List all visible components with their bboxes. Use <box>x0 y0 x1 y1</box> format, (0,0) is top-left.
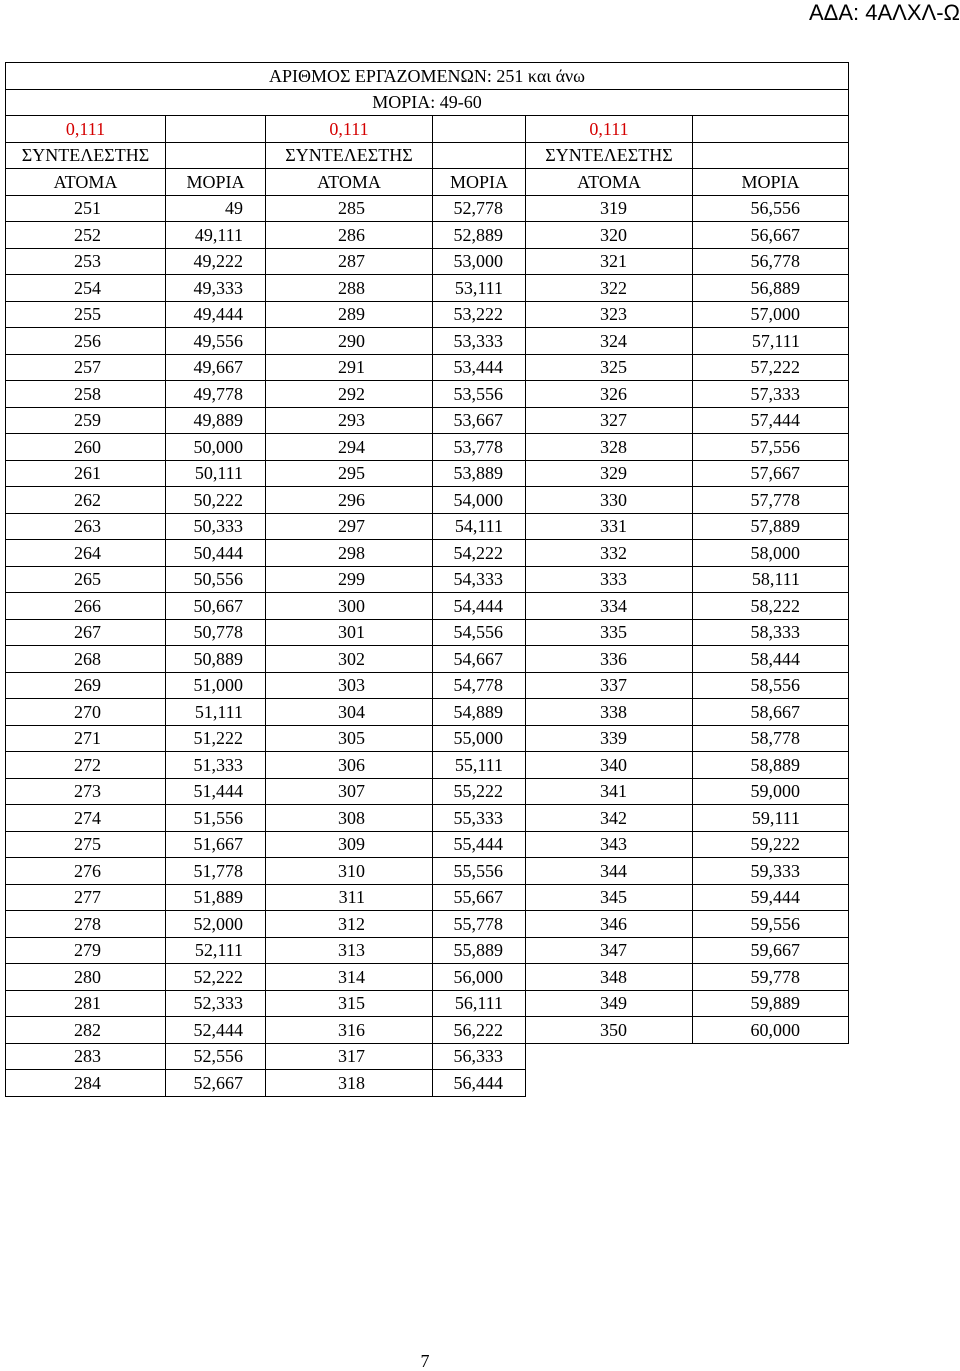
cell-moria-3: 59,222 <box>693 831 849 858</box>
empty-cell <box>166 142 266 169</box>
cell-atoma-3: 334 <box>526 593 693 620</box>
cell-atoma-3: 342 <box>526 805 693 832</box>
cell-atoma-3: 347 <box>526 937 693 964</box>
cell-moria-2: 54,889 <box>433 699 526 726</box>
cell-atoma-1: 254 <box>6 275 166 302</box>
cell-moria-1: 49 <box>166 195 266 222</box>
cell-atoma-2: 305 <box>266 725 433 752</box>
table-row <box>6 195 849 222</box>
empty-cell <box>433 116 526 143</box>
cell-moria-3: 57,111 <box>693 328 849 355</box>
cell-atoma-1: 268 <box>6 646 166 673</box>
cell-moria-1: 51,333 <box>166 752 266 779</box>
cell-moria-2: 54,444 <box>433 593 526 620</box>
cell-atoma-1: 264 <box>6 540 166 567</box>
table-row <box>6 699 849 726</box>
cell-moria-3: 58,000 <box>693 540 849 567</box>
moria-table <box>5 62 849 1097</box>
cell-moria-3: 59,111 <box>693 805 849 832</box>
cell-atoma-1: 283 <box>6 1043 166 1070</box>
coefficient-label-3: ΣΥΝΤΕΛΕΣΤΗΣ <box>526 142 693 169</box>
cell-atoma-2: 313 <box>266 937 433 964</box>
table-row <box>6 381 849 408</box>
cell-moria-1: 50,667 <box>166 593 266 620</box>
cell-atoma-1: 257 <box>6 354 166 381</box>
cell-atoma-2: 297 <box>266 513 433 540</box>
cell-moria-2: 55,222 <box>433 778 526 805</box>
cell-moria-3: 59,333 <box>693 858 849 885</box>
cell-moria-2: 55,556 <box>433 858 526 885</box>
table-row <box>6 646 849 673</box>
table-row <box>6 937 849 964</box>
cell-atoma-3: 338 <box>526 699 693 726</box>
cell-moria-2: 54,556 <box>433 619 526 646</box>
col-header-atoma-3: ΑΤΟΜΑ <box>526 169 693 196</box>
cell-moria-2: 56,222 <box>433 1017 526 1044</box>
cell-atoma-3: 329 <box>526 460 693 487</box>
cell-moria-1: 52,000 <box>166 911 266 938</box>
cell-moria-3: 56,556 <box>693 195 849 222</box>
cell-atoma-1: 251 <box>6 195 166 222</box>
cell-atoma-2: 294 <box>266 434 433 461</box>
cell-atoma-1: 259 <box>6 407 166 434</box>
cell-moria-3: 58,222 <box>693 593 849 620</box>
cell-moria-1: 51,778 <box>166 858 266 885</box>
column-header-row <box>6 169 849 196</box>
table-subtitle: ΜΟΡΙΑ: 49-60 <box>6 89 849 116</box>
ada-header-code: ΑΔΑ: 4ΑΛΧΛ-Ω <box>808 0 960 25</box>
cell-atoma-1: 278 <box>6 911 166 938</box>
cell-atoma-1: 267 <box>6 619 166 646</box>
cell-atoma-3: 331 <box>526 513 693 540</box>
cell-atoma-2: 293 <box>266 407 433 434</box>
cell-moria-2: 56,111 <box>433 990 526 1017</box>
cell-moria-2: 53,111 <box>433 275 526 302</box>
coefficient-value-row <box>6 116 849 143</box>
col-header-atoma-2: ΑΤΟΜΑ <box>266 169 433 196</box>
cell-moria-3: 57,778 <box>693 487 849 514</box>
cell-atoma-2: 287 <box>266 248 433 275</box>
col-header-atoma-1: ΑΤΟΜΑ <box>6 169 166 196</box>
table-title: ΑΡΙΘΜΟΣ ΕΡΓΑΖΟΜΕΝΩΝ: 251 και άνω <box>6 63 849 90</box>
cell-atoma-3: 343 <box>526 831 693 858</box>
cell-moria-1: 49,889 <box>166 407 266 434</box>
cell-atoma-1: 274 <box>6 805 166 832</box>
table-row <box>6 831 849 858</box>
cell-moria-1: 51,222 <box>166 725 266 752</box>
table-row <box>6 884 849 911</box>
table-row <box>6 619 849 646</box>
cell-moria-1: 49,444 <box>166 301 266 328</box>
cell-atoma-3: 323 <box>526 301 693 328</box>
table-subtitle-row <box>6 89 849 116</box>
cell-atoma-3: 339 <box>526 725 693 752</box>
cell-atoma-1: 277 <box>6 884 166 911</box>
cell-moria-2: 55,000 <box>433 725 526 752</box>
cell-atoma-3: 319 <box>526 195 693 222</box>
cell-atoma-3: 336 <box>526 646 693 673</box>
cell-moria-3: 58,444 <box>693 646 849 673</box>
cell-moria-1: 51,111 <box>166 699 266 726</box>
cell-atoma-1: 279 <box>6 937 166 964</box>
cell-moria-3: 58,111 <box>693 566 849 593</box>
cell-moria-3: 58,889 <box>693 752 849 779</box>
table-row <box>6 593 849 620</box>
cell-atoma-2: 315 <box>266 990 433 1017</box>
coefficient-label-1: ΣΥΝΤΕΛΕΣΤΗΣ <box>6 142 166 169</box>
cell-moria-2: 55,333 <box>433 805 526 832</box>
cell-atoma-2: 308 <box>266 805 433 832</box>
table-row <box>6 1043 849 1070</box>
cell-moria-1: 49,111 <box>166 222 266 249</box>
table-title-row <box>6 63 849 90</box>
cell-atoma-2: 317 <box>266 1043 433 1070</box>
table-row <box>6 460 849 487</box>
cell-moria-2: 54,333 <box>433 566 526 593</box>
table-row <box>6 672 849 699</box>
cell-atoma-3: 327 <box>526 407 693 434</box>
cell-moria-2: 52,778 <box>433 195 526 222</box>
cell-atoma-1: 261 <box>6 460 166 487</box>
cell-atoma-3: 326 <box>526 381 693 408</box>
cell-moria-3: 57,667 <box>693 460 849 487</box>
cell-atoma-1: 255 <box>6 301 166 328</box>
cell-moria-3: 59,889 <box>693 990 849 1017</box>
empty-cell <box>526 1043 693 1070</box>
cell-moria-2: 55,778 <box>433 911 526 938</box>
cell-moria-2: 55,111 <box>433 752 526 779</box>
cell-moria-1: 50,889 <box>166 646 266 673</box>
cell-atoma-1: 273 <box>6 778 166 805</box>
cell-moria-1: 51,000 <box>166 672 266 699</box>
cell-moria-1: 50,000 <box>166 434 266 461</box>
cell-moria-3: 57,222 <box>693 354 849 381</box>
cell-atoma-2: 302 <box>266 646 433 673</box>
cell-atoma-3: 321 <box>526 248 693 275</box>
table-row <box>6 540 849 567</box>
cell-moria-2: 53,222 <box>433 301 526 328</box>
cell-moria-2: 53,556 <box>433 381 526 408</box>
cell-moria-1: 49,333 <box>166 275 266 302</box>
col-header-moria-3: ΜΟΡΙΑ <box>693 169 849 196</box>
empty-cell <box>166 116 266 143</box>
cell-moria-3: 57,556 <box>693 434 849 461</box>
table-row <box>6 354 849 381</box>
cell-atoma-2: 298 <box>266 540 433 567</box>
cell-atoma-1: 284 <box>6 1070 166 1097</box>
cell-atoma-2: 316 <box>266 1017 433 1044</box>
table-row <box>6 487 849 514</box>
col-header-moria-1: ΜΟΡΙΑ <box>166 169 266 196</box>
cell-moria-2: 54,667 <box>433 646 526 673</box>
table-row <box>6 725 849 752</box>
cell-atoma-1: 258 <box>6 381 166 408</box>
cell-moria-2: 54,111 <box>433 513 526 540</box>
table-row <box>6 222 849 249</box>
cell-atoma-3: 344 <box>526 858 693 885</box>
cell-atoma-3: 333 <box>526 566 693 593</box>
table-row <box>6 1017 849 1044</box>
cell-atoma-3: 346 <box>526 911 693 938</box>
cell-atoma-3: 320 <box>526 222 693 249</box>
cell-atoma-2: 303 <box>266 672 433 699</box>
cell-atoma-1: 260 <box>6 434 166 461</box>
cell-atoma-1: 275 <box>6 831 166 858</box>
cell-moria-1: 50,222 <box>166 487 266 514</box>
table-row <box>6 778 849 805</box>
cell-moria-2: 56,000 <box>433 964 526 991</box>
cell-atoma-2: 301 <box>266 619 433 646</box>
cell-atoma-1: 281 <box>6 990 166 1017</box>
cell-atoma-2: 299 <box>266 566 433 593</box>
cell-atoma-1: 266 <box>6 593 166 620</box>
cell-atoma-2: 296 <box>266 487 433 514</box>
cell-moria-3: 56,667 <box>693 222 849 249</box>
empty-cell <box>433 142 526 169</box>
cell-atoma-2: 309 <box>266 831 433 858</box>
cell-moria-3: 59,778 <box>693 964 849 991</box>
cell-atoma-2: 311 <box>266 884 433 911</box>
table-row <box>6 513 849 540</box>
cell-moria-1: 49,667 <box>166 354 266 381</box>
cell-moria-1: 52,444 <box>166 1017 266 1044</box>
cell-atoma-2: 312 <box>266 911 433 938</box>
cell-atoma-3: 322 <box>526 275 693 302</box>
cell-atoma-2: 285 <box>266 195 433 222</box>
cell-moria-1: 51,444 <box>166 778 266 805</box>
table-row <box>6 752 849 779</box>
empty-cell <box>693 142 849 169</box>
cell-moria-2: 53,000 <box>433 248 526 275</box>
cell-moria-2: 53,444 <box>433 354 526 381</box>
cell-moria-3: 58,778 <box>693 725 849 752</box>
cell-moria-2: 55,889 <box>433 937 526 964</box>
cell-atoma-3: 340 <box>526 752 693 779</box>
cell-moria-1: 50,778 <box>166 619 266 646</box>
cell-moria-2: 52,889 <box>433 222 526 249</box>
cell-moria-2: 53,889 <box>433 460 526 487</box>
coefficient-value-2: 0,111 <box>266 116 433 143</box>
cell-moria-1: 49,222 <box>166 248 266 275</box>
cell-moria-1: 51,667 <box>166 831 266 858</box>
table-row <box>6 911 849 938</box>
cell-atoma-1: 253 <box>6 248 166 275</box>
cell-atoma-2: 304 <box>266 699 433 726</box>
cell-atoma-1: 276 <box>6 858 166 885</box>
cell-moria-3: 59,667 <box>693 937 849 964</box>
table-row <box>6 301 849 328</box>
cell-moria-1: 52,667 <box>166 1070 266 1097</box>
table-row <box>6 566 849 593</box>
table-row <box>6 434 849 461</box>
cell-moria-2: 54,000 <box>433 487 526 514</box>
table-row <box>6 328 849 355</box>
cell-moria-1: 50,556 <box>166 566 266 593</box>
table-row <box>6 407 849 434</box>
cell-moria-3: 57,444 <box>693 407 849 434</box>
cell-moria-1: 51,889 <box>166 884 266 911</box>
cell-moria-2: 55,444 <box>433 831 526 858</box>
coefficient-value-1: 0,111 <box>6 116 166 143</box>
cell-atoma-3: 332 <box>526 540 693 567</box>
cell-atoma-1: 272 <box>6 752 166 779</box>
cell-moria-1: 49,778 <box>166 381 266 408</box>
cell-moria-1: 52,111 <box>166 937 266 964</box>
cell-atoma-3: 350 <box>526 1017 693 1044</box>
cell-atoma-3: 345 <box>526 884 693 911</box>
cell-atoma-2: 306 <box>266 752 433 779</box>
cell-atoma-2: 290 <box>266 328 433 355</box>
cell-moria-3: 59,444 <box>693 884 849 911</box>
cell-moria-1: 52,556 <box>166 1043 266 1070</box>
cell-moria-2: 54,778 <box>433 672 526 699</box>
cell-atoma-3: 328 <box>526 434 693 461</box>
cell-atoma-2: 286 <box>266 222 433 249</box>
cell-atoma-1: 256 <box>6 328 166 355</box>
cell-moria-1: 50,111 <box>166 460 266 487</box>
cell-moria-1: 52,333 <box>166 990 266 1017</box>
empty-cell <box>693 1043 849 1070</box>
table-row <box>6 275 849 302</box>
cell-atoma-1: 252 <box>6 222 166 249</box>
table-row <box>6 858 849 885</box>
cell-moria-3: 59,000 <box>693 778 849 805</box>
table-row <box>6 248 849 275</box>
cell-moria-2: 54,222 <box>433 540 526 567</box>
cell-atoma-1: 265 <box>6 566 166 593</box>
cell-atoma-3: 348 <box>526 964 693 991</box>
cell-moria-2: 53,778 <box>433 434 526 461</box>
coefficient-label-2: ΣΥΝΤΕΛΕΣΤΗΣ <box>266 142 433 169</box>
cell-atoma-1: 263 <box>6 513 166 540</box>
cell-atoma-2: 291 <box>266 354 433 381</box>
cell-moria-3: 57,889 <box>693 513 849 540</box>
cell-moria-2: 53,667 <box>433 407 526 434</box>
cell-atoma-2: 292 <box>266 381 433 408</box>
cell-moria-1: 51,556 <box>166 805 266 832</box>
cell-atoma-1: 271 <box>6 725 166 752</box>
cell-moria-1: 52,222 <box>166 964 266 991</box>
coefficient-label-row <box>6 142 849 169</box>
cell-atoma-3: 341 <box>526 778 693 805</box>
table-row <box>6 805 849 832</box>
cell-atoma-2: 295 <box>266 460 433 487</box>
cell-atoma-2: 288 <box>266 275 433 302</box>
table-row <box>6 1070 849 1097</box>
cell-atoma-3: 349 <box>526 990 693 1017</box>
cell-atoma-2: 300 <box>266 593 433 620</box>
cell-moria-2: 56,444 <box>433 1070 526 1097</box>
cell-atoma-1: 282 <box>6 1017 166 1044</box>
cell-moria-2: 53,333 <box>433 328 526 355</box>
cell-moria-1: 49,556 <box>166 328 266 355</box>
table-row <box>6 964 849 991</box>
table-row <box>6 990 849 1017</box>
cell-moria-2: 55,667 <box>433 884 526 911</box>
cell-moria-1: 50,444 <box>166 540 266 567</box>
cell-atoma-3: 330 <box>526 487 693 514</box>
cell-moria-3: 58,333 <box>693 619 849 646</box>
col-header-moria-2: ΜΟΡΙΑ <box>433 169 526 196</box>
coefficient-value-3: 0,111 <box>526 116 693 143</box>
cell-atoma-2: 310 <box>266 858 433 885</box>
empty-cell <box>693 116 849 143</box>
cell-atoma-1: 270 <box>6 699 166 726</box>
page-number: 7 <box>420 1351 430 1371</box>
cell-moria-3: 60,000 <box>693 1017 849 1044</box>
cell-moria-1: 50,333 <box>166 513 266 540</box>
cell-moria-3: 57,333 <box>693 381 849 408</box>
cell-atoma-2: 307 <box>266 778 433 805</box>
cell-atoma-3: 325 <box>526 354 693 381</box>
cell-atoma-3: 324 <box>526 328 693 355</box>
moria-table-container <box>5 62 849 1097</box>
cell-atoma-3: 335 <box>526 619 693 646</box>
cell-atoma-2: 289 <box>266 301 433 328</box>
cell-moria-3: 58,556 <box>693 672 849 699</box>
cell-atoma-1: 262 <box>6 487 166 514</box>
cell-moria-3: 56,778 <box>693 248 849 275</box>
cell-moria-3: 58,667 <box>693 699 849 726</box>
cell-moria-3: 59,556 <box>693 911 849 938</box>
cell-moria-3: 56,889 <box>693 275 849 302</box>
cell-atoma-2: 318 <box>266 1070 433 1097</box>
cell-moria-3: 57,000 <box>693 301 849 328</box>
empty-cell <box>693 1070 849 1097</box>
cell-atoma-3: 337 <box>526 672 693 699</box>
empty-cell <box>526 1070 693 1097</box>
cell-atoma-1: 280 <box>6 964 166 991</box>
cell-atoma-1: 269 <box>6 672 166 699</box>
cell-atoma-2: 314 <box>266 964 433 991</box>
cell-moria-2: 56,333 <box>433 1043 526 1070</box>
